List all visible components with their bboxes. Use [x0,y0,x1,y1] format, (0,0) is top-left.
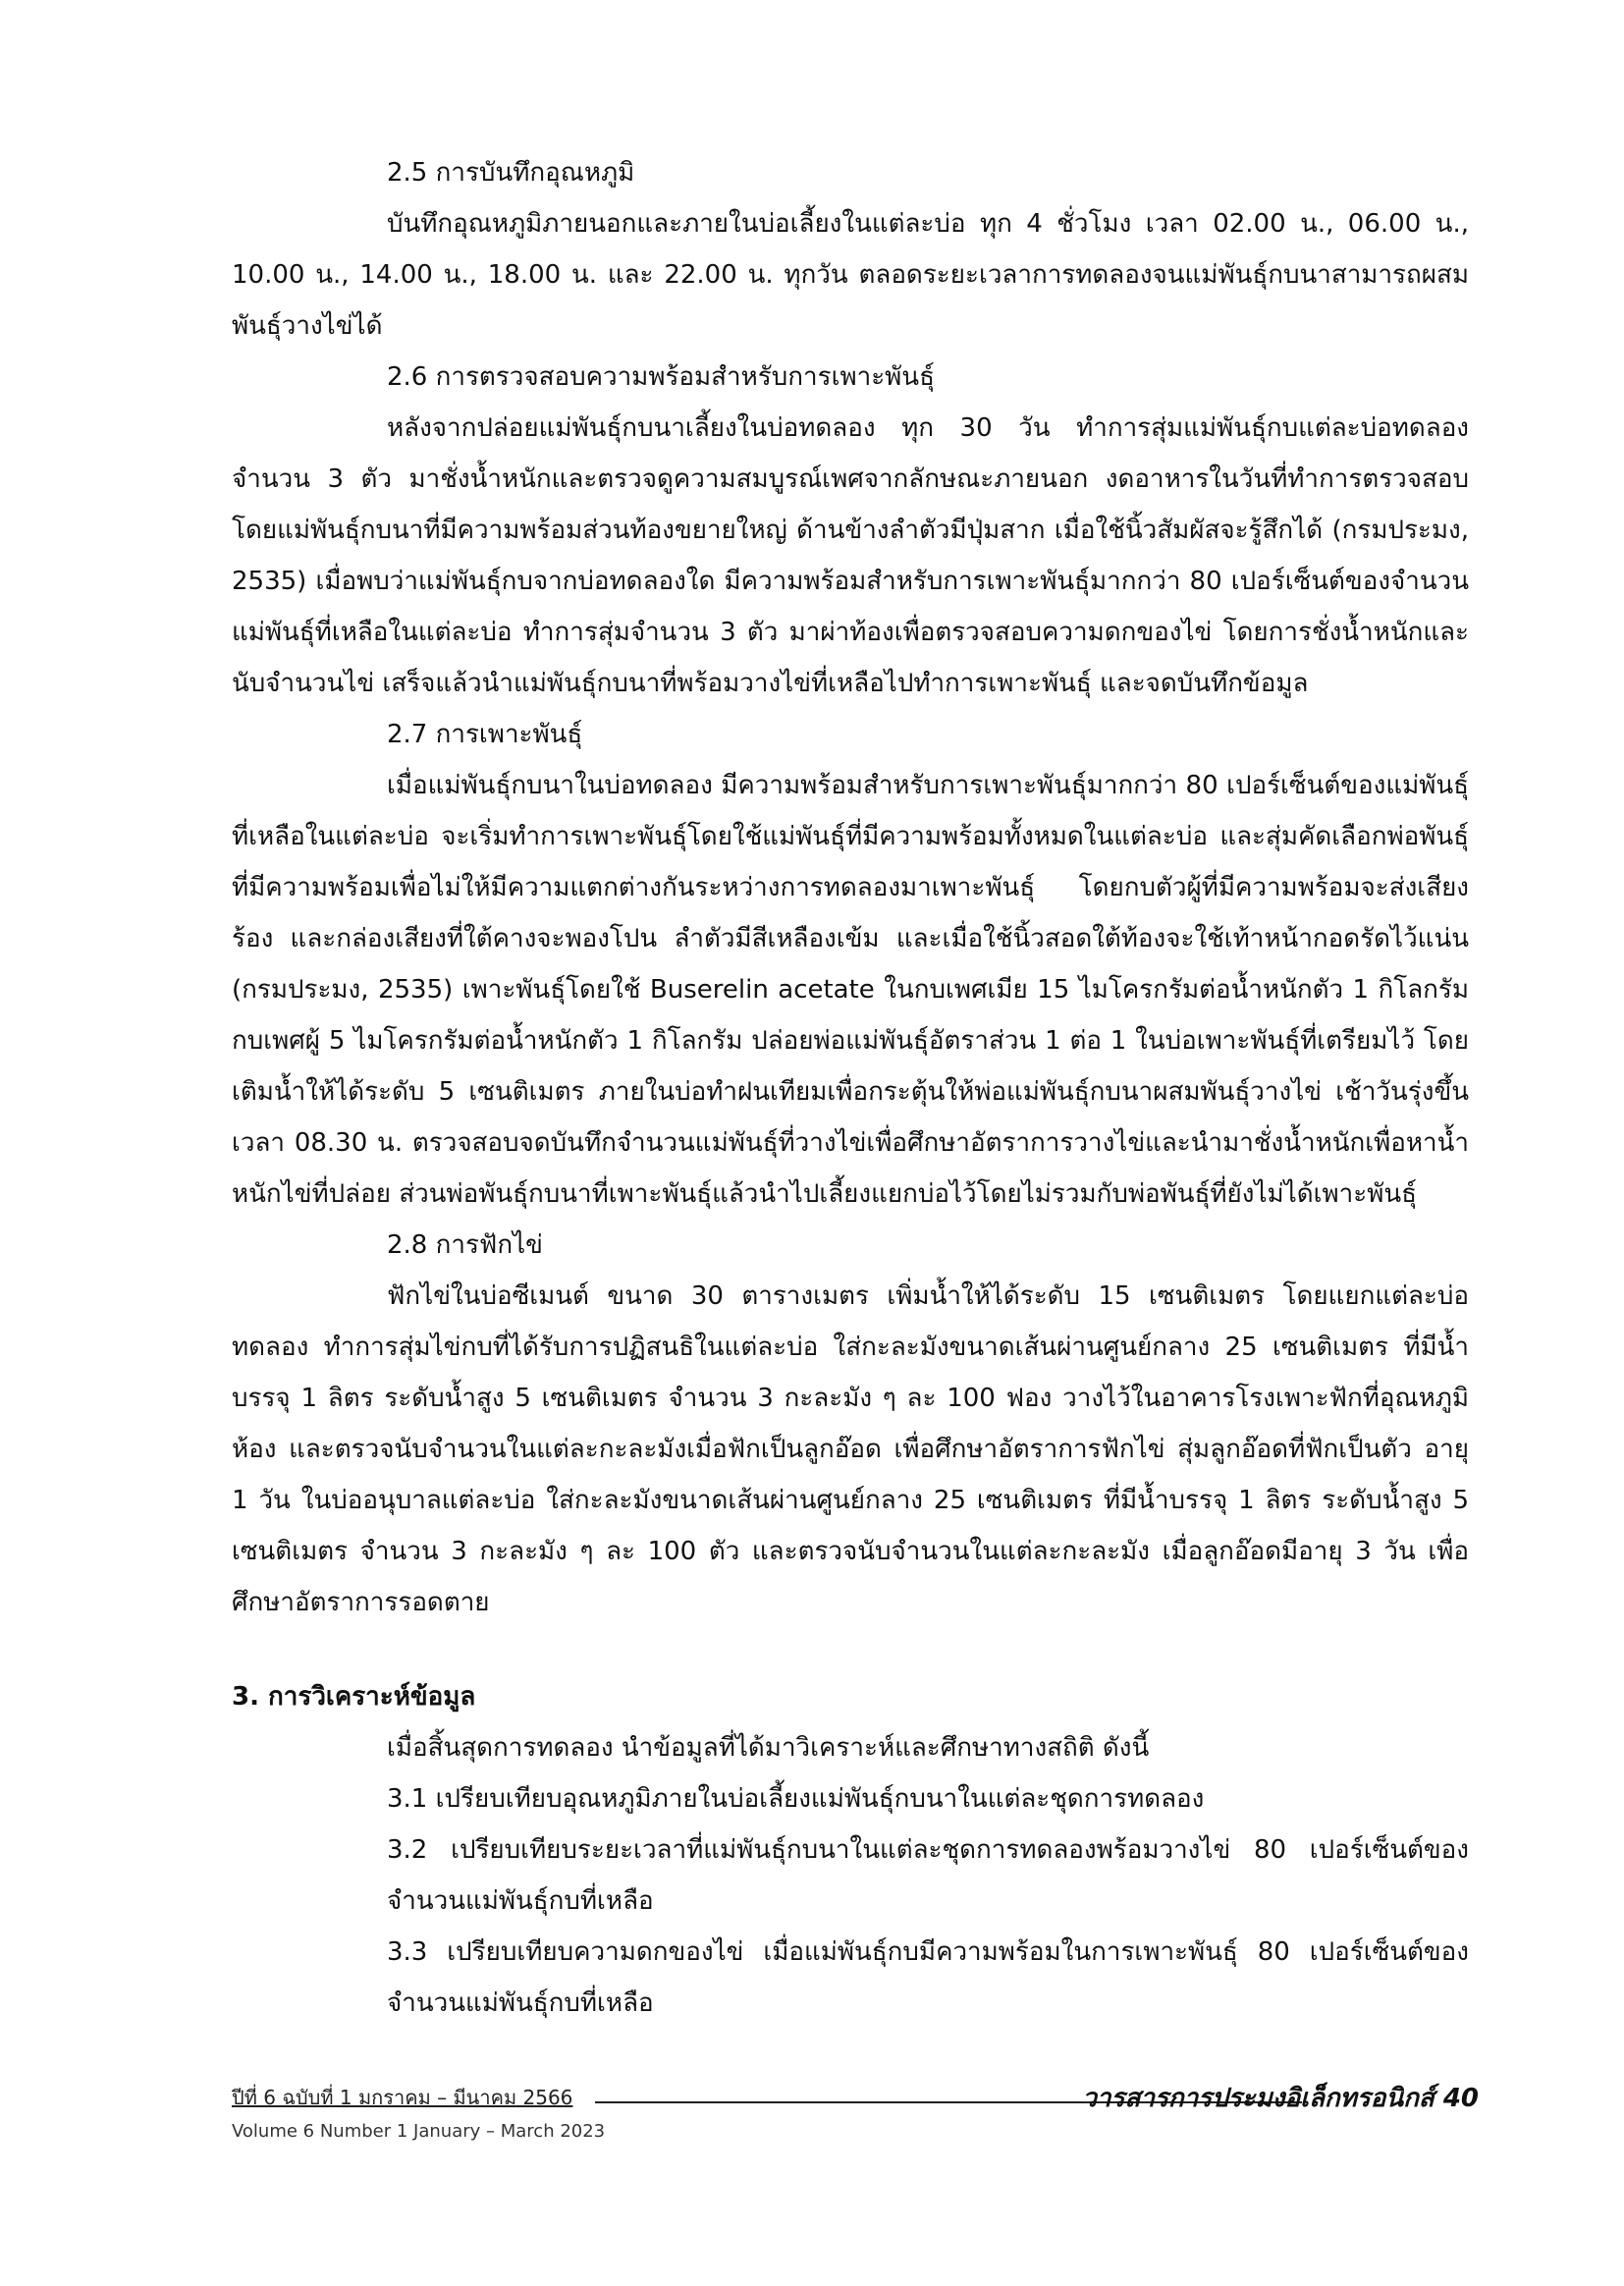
section-2-6-paragraph: หลังจากปล่อยแม่พันธุ์กบนาเลี้ยงในบ่อทดลอง ทุก 30 วัน ทำการสุ่มแม่พันธุ์กบแต่ละบ่อทดลองจำนวน 3 ตัว มาชั่งน้ำหนักและตรวจดูความสมบูรณ์เพศจากลักษณะภายนอก งดอาหารในวันที่ทำการตรวจสอบ โดยแม่พันธุ์กบนาที่มีความพร้อมส่วนท้องขยายใหญ่ ด้านข้างลำตัวมีปุ่มสาก เมื่อใช้นิ้วสัมผัสจะรู้สึกได้ (กรมประมง, 2535) เมื่อพบว่าแม่พันธุ์กบจากบ่อทดลองใด มีความพร้อมสำหรับการเพาะพันธุ์มากกว่า 80 เปอร์เซ็นต์ของจำนวนแม่พันธุ์ที่เหลือในแต่ละบ่อ ทำการสุ่มจำนวน 3 ตัว มาผ่าท้องเพื่อตรวจสอบความดกของไข่ โดยการชั่งน้ำหนักและนับจำนวนไข่ เสร็จแล้วนำแม่พันธุ์กบนาที่พร้อมวางไข่ที่เหลือไปทำการเพาะพันธุ์ และจดบันทึกข้อมูล [232,413,1469,698]
page-body [232,147,1469,2029]
section-2-7-paragraph: เมื่อแม่พันธุ์กบนาในบ่อทดลอง มีความพร้อมสำหรับการเพาะพันธุ์มากกว่า 80 เปอร์เซ็นต์ของแม่พันธุ์ที่เหลือในแต่ละบ่อ จะเริ่มทำการเพาะพันธุ์โดยใช้แม่พันธุ์ที่มีความพร้อมทั้งหมดในแต่ละบ่อ และสุ่มคัดเลือกพ่อพันธุ์ที่มีความพร้อมเพื่อไม่ให้มีความแตกต่างกันระหว่างการทดลองมาเพาะพันธุ์ โดยกบตัวผู้ที่มีความพร้อมจะส่งเสียงร้อง และกล่องเสียงที่ใต้คางจะพองโปน ลำตัวมีสีเหลืองเข้ม และเมื่อใช้นิ้วสอดใต้ท้องจะใช้เท้าหน้ากอดรัดไว้แน่น (กรมประมง, 2535) เพาะพันธุ์โดยใช้ Buserelin acetate ในกบเพศเมีย 15 ไมโครกรัมต่อน้ำหนักตัว 1 กิโลกรัม กบเพศผู้ 5 ไมโครกรัมต่อน้ำหนักตัว 1 กิโลกรัม ปล่อยพ่อแม่พันธุ์อัตราส่วน 1 ต่อ 1 ในบ่อเพาะพันธุ์ที่เตรียมไว้ โดยเติมน้ำให้ได้ระดับ 5 เซนติเมตร ภายในบ่อทำฝนเทียมเพื่อกระตุ้นให้พ่อแม่พันธุ์กบนาผสมพันธุ์วางไข่ เช้าวันรุ่งขึ้น เวลา 08.30 น. ตรวจสอบจดบันทึกจำนวนแม่พันธุ์ที่วางไข่เพื่อศึกษาอัตราการวางไข่และนำมาชั่งน้ำหนักเพื่อหาน้ำหนักไข่ที่ปล่อย ส่วนพ่อพันธุ์กบนาที่เพาะพันธุ์แล้วนำไปเลี้ยงแยกบ่อไว้โดยไม่รวมกับพ่อพันธุ์ที่ยังไม่ได้เพาะพันธุ์ [232,771,1469,1209]
section-2-8-paragraph: ฟักไข่ในบ่อซีเมนต์ ขนาด 30 ตารางเมตร เพิ่มน้ำให้ได้ระดับ 15 เซนติเมตร โดยแยกแต่ละบ่อทดลอง ทำการสุ่มไข่กบที่ได้รับการปฏิสนธิในแต่ละบ่อ ใส่กะละมังขนาดเส้นผ่านศูนย์กลาง 25 เซนติเมตร ที่มีน้ำบรรจุ 1 ลิตร ระดับน้ำสูง 5 เซนติเมตร จำนวน 3 กะละมัง ๆ ละ 100 ฟอง วางไว้ในอาคารโรงเพาะฟักที่อุณหภูมิห้อง และตรวจนับจำนวนในแต่ละกะละมังเมื่อฟักเป็นลูกอ๊อด เพื่อศึกษาอัตราการฟักไข่ สุ่มลูกอ๊อดที่ฟักเป็นตัว อายุ 1 วัน ในบ่ออนุบาลแต่ละบ่อ ใส่กะละมังขนาดเส้นผ่านศูนย์กลาง 25 เซนติเมตร ที่มีน้ำบรรจุ 1 ลิตร ระดับน้ำสูง 5 เซนติเมตร จำนวน 3 กะละมัง ๆ ละ 100 ตัว และตรวจนับจำนวนในแต่ละกะละมัง เมื่อลูกอ๊อดมีอายุ 3 วัน เพื่อศึกษาอัตราการรอดตาย [232,1281,1469,1617]
section-2-6-heading: 2.6 การตรวจสอบความพร้อมสำหรับการเพาะพันธุ์ [387,362,935,392]
section-2-5-paragraph: บันทึกอุณหภูมิภายนอกและภายในบ่อเลี้ยงในแต่ละบ่อ ทุก 4 ชั่วโมง เวลา 02.00 น., 06.00 น., 10.00 น., 14.00 น., 18.00 น. และ 22.00 น. ทุกวัน ตลอดระยะเวลาการทดลองจนแม่พันธุ์กบนาสามารถผสมพันธุ์วางไข่ได้ [232,209,1469,341]
section-3-heading: 3. การวิเคราะห์ข้อมูล [232,1682,476,1712]
footer-issue-english: Volume 6 Number 1 January – March 2023 [232,2121,606,2142]
footer-issue-thai: ปีที่ 6 ฉบับที่ 1 มกราคม – มีนาคม 2566 [232,2086,573,2109]
section-3-2-item: 3.2 เปรียบเทียบระยะเวลาที่แม่พันธุ์กบนาในแต่ละชุดการทดลองพร้อมวางไข่ 80 เปอร์เซ็นต์ของจำนวนแม่พันธุ์กบที่เหลือ [387,1835,1469,1916]
page-footer [232,2072,1479,2160]
section-3-3-item: 3.3 เปรียบเทียบความดกของไข่ เมื่อแม่พันธุ์กบมีความพร้อมในการเพาะพันธุ์ 80 เปอร์เซ็นต์ของจำนวนแม่พันธุ์กบที่เหลือ [387,1937,1469,2018]
section-3-intro: เมื่อสิ้นสุดการทดลอง นำข้อมูลที่ได้มาวิเคราะห์และศึกษาทางสถิติ ดังนี้ [387,1733,1150,1763]
section-2-7-heading: 2.7 การเพาะพันธุ์ [387,720,583,749]
section-2-8-heading: 2.8 การฟักไข่ [387,1230,543,1260]
footer-journal-title: วารสารการประมงอิเล็กทรอนิกส์ 40 [1082,2084,1479,2113]
section-2-5-heading: 2.5 การบันทึกอุณหภูมิ [387,158,635,188]
section-3-1-item: 3.1 เปรียบเทียบอุณหภูมิภายในบ่อเลี้ยงแม่พันธุ์กบนาในแต่ละชุดการทดลอง [387,1784,1205,1814]
